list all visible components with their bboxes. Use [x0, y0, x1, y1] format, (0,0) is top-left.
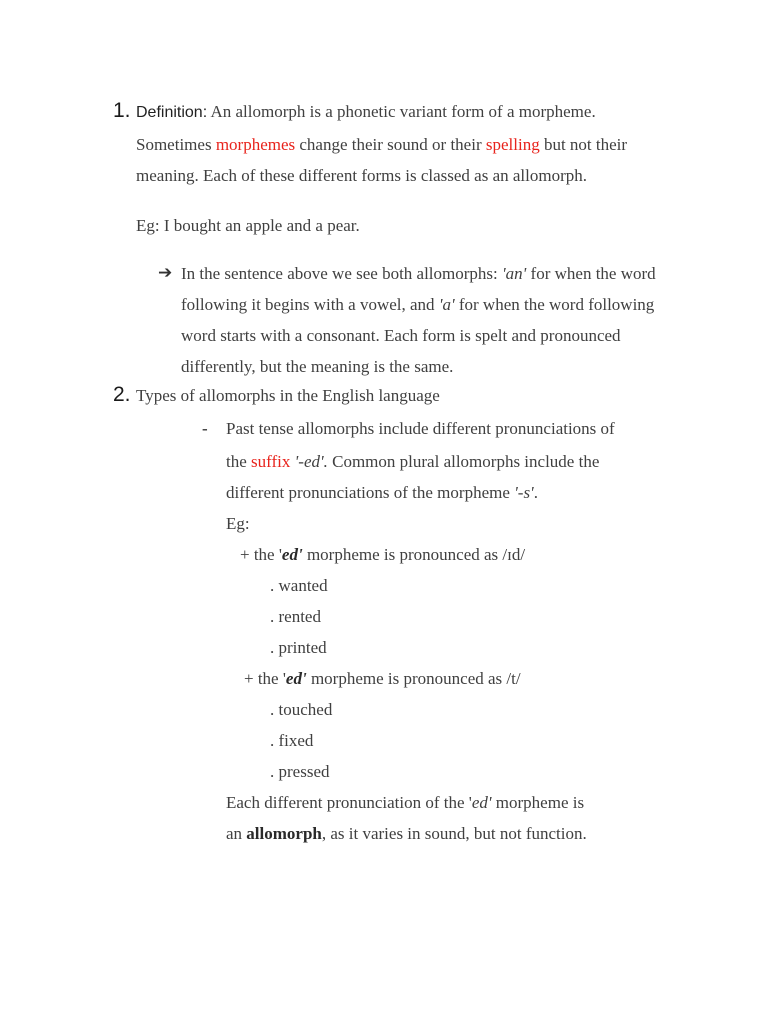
text-span: , as it varies in sound, but not function. [321, 824, 587, 843]
text-span: Each different pronunciation of the ' [226, 793, 472, 812]
text-span: an [226, 824, 247, 843]
eg-label: Eg: [226, 514, 250, 533]
text-span: the [226, 452, 252, 471]
section-1-number: 1. [113, 99, 131, 122]
text-span: morpheme is pronounced as /t/ [306, 669, 521, 688]
definition-text: An allomorph is a phonetic variant form of a morpheme. [207, 102, 596, 121]
section-2-number: 2. [113, 383, 131, 406]
explanation-line-1 [181, 264, 656, 284]
text-span: morpheme is pronounced as /ɪd/ [302, 545, 526, 564]
text-span: + the ' [240, 545, 282, 564]
highlight-suffix: suffix [251, 452, 291, 471]
definition-line-3: meaning. Each of these different forms is classed as an allomorph. [136, 166, 587, 185]
paragraph-line-3 [226, 483, 538, 503]
text-span: for when the word [526, 264, 656, 283]
group-2-heading [244, 669, 521, 689]
paragraph-line-1: Past tense allomorphs include different pronunciations of [226, 419, 615, 438]
paragraph-line-2 [226, 452, 599, 472]
section-2-heading: Types of allomorphs in the English language [136, 386, 440, 405]
italic-ed: '-ed'. [290, 452, 328, 471]
text-span: but not their [539, 135, 628, 154]
italic-an: 'an' [502, 264, 527, 283]
bold-italic-ed: ed' [285, 669, 307, 688]
list-item: . pressed [270, 762, 330, 781]
explanation-line-3: word starts with a consonant. Each form is spelt and pronounced [181, 326, 621, 345]
example-sentence: Eg: I bought an apple and a pear. [136, 216, 360, 235]
italic-s: '-s' [514, 483, 534, 502]
explanation-line-2 [181, 295, 654, 315]
bold-allomorph: allomorph [246, 824, 322, 843]
text-span: following it begins with a vowel, and [181, 295, 439, 314]
text-span: Sometimes [136, 135, 216, 154]
explanation-line-4: differently, but the meaning is the same. [181, 357, 454, 376]
list-item: . fixed [270, 731, 314, 750]
text-span: Common plural allomorphs include the [327, 452, 600, 471]
text-span: In the sentence above we see both allomorphs: [181, 264, 503, 283]
list-item: . touched [270, 700, 333, 719]
arrow-right-icon: ➔ [158, 263, 173, 283]
text-span: different pronunciations of the morpheme [226, 483, 515, 502]
text-span: morpheme is [491, 793, 585, 812]
list-item: . rented [270, 607, 321, 626]
closing-line-1 [226, 793, 584, 813]
bold-italic-ed: ed' [281, 545, 303, 564]
group-1-heading [240, 545, 525, 565]
list-item: . wanted [270, 576, 328, 595]
list-item: . printed [270, 638, 327, 657]
italic-ed: ed' [471, 793, 492, 812]
closing-line-2 [226, 824, 587, 844]
italic-a: 'a' [438, 295, 455, 314]
definition-label: Definition: [136, 104, 208, 121]
dash-bullet: - [202, 419, 208, 438]
text-span: for when the word following [454, 295, 655, 314]
text-span: + the ' [244, 669, 286, 688]
definition-line-2 [136, 135, 627, 155]
highlight-morphemes: morphemes [215, 135, 296, 154]
text-span: . [533, 483, 538, 502]
definition-line [136, 102, 596, 123]
highlight-spelling: spelling [485, 135, 540, 154]
text-span: change their sound or their [295, 135, 486, 154]
